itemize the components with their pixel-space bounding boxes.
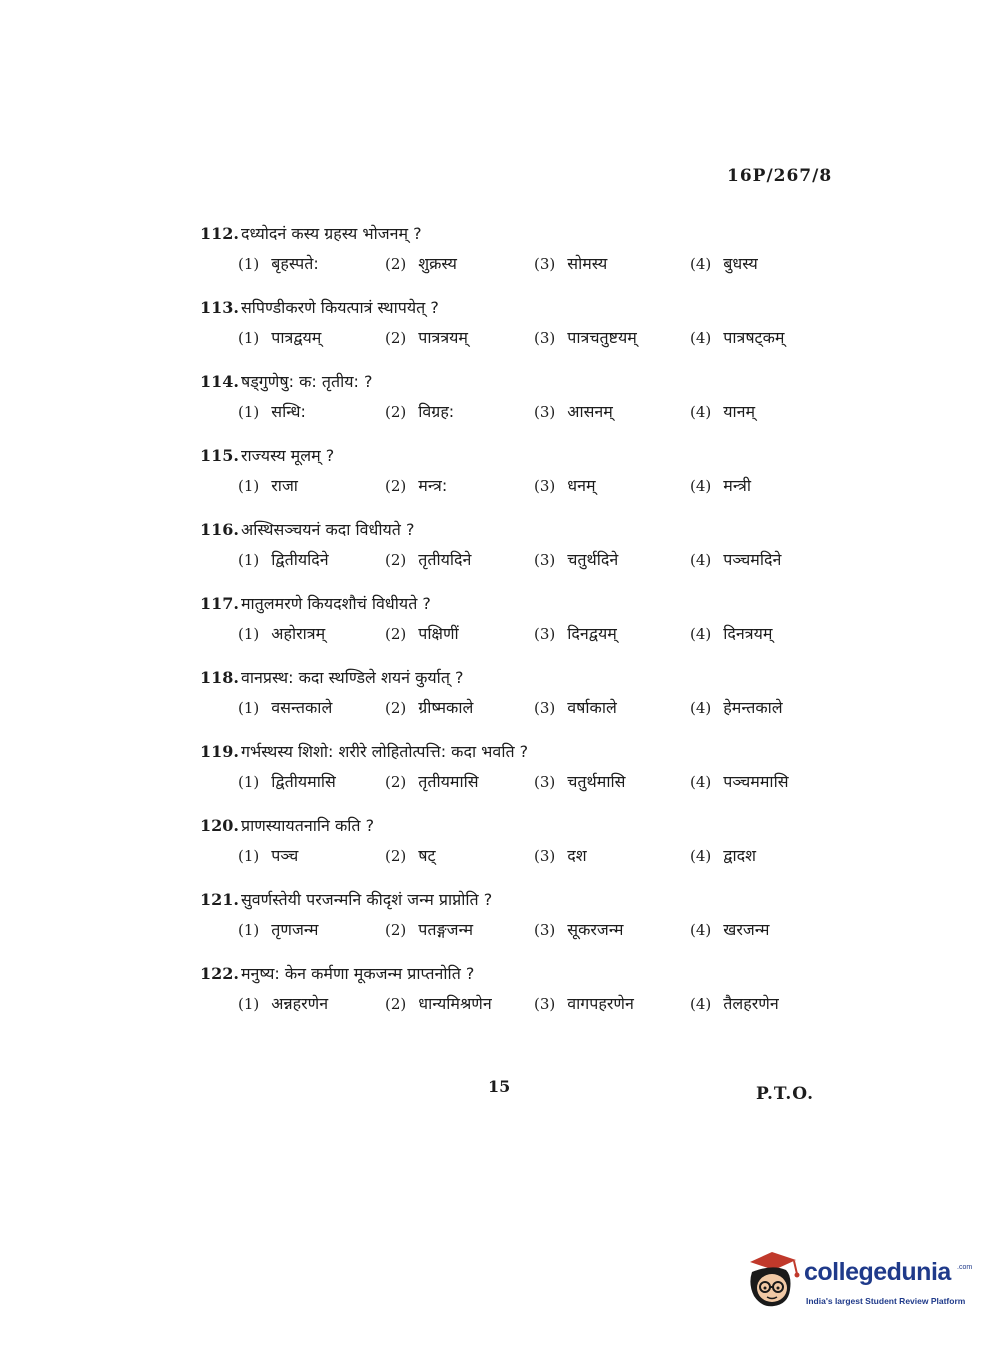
- option-number: (1): [238, 995, 260, 1013]
- option-1: [238, 326, 321, 348]
- option-text: अहोरात्रम्: [271, 624, 326, 643]
- option-number: (1): [238, 773, 260, 791]
- option-number: (3): [534, 403, 556, 421]
- option-text: वर्षाकाले: [567, 698, 617, 717]
- option-text: सोमस्य: [567, 254, 608, 273]
- option-text: शुक्रस्य: [418, 254, 457, 273]
- option-number: (1): [238, 847, 260, 865]
- option-number: (3): [534, 329, 556, 347]
- option-row: [238, 622, 838, 648]
- option-text: द्वादश: [723, 846, 756, 865]
- question-text: गर्भस्थस्य शिशो: शरीरे लोहितोत्पत्ति: कदा भवति ?: [240, 742, 529, 761]
- option-2: [385, 474, 447, 496]
- option-1: [238, 474, 298, 496]
- option-text: पात्रषट्कम्: [723, 328, 785, 347]
- option-1: [238, 548, 329, 570]
- option-text: पञ्चममासि: [723, 772, 789, 791]
- option-4: [690, 918, 769, 940]
- option-text: खरजन्म: [723, 920, 770, 939]
- option-text: तृतीयदिने: [418, 550, 472, 569]
- option-number: (4): [690, 699, 712, 717]
- option-number: (4): [690, 403, 712, 421]
- option-4: [690, 326, 784, 348]
- question-number: 120.: [200, 816, 239, 835]
- option-text: वागपहरणेन: [567, 994, 634, 1013]
- option-number: (3): [534, 921, 556, 939]
- option-number: (3): [534, 255, 556, 273]
- pto-label: P.T.O.: [756, 1084, 814, 1104]
- option-text: पात्रचतुष्टयम्: [567, 328, 637, 347]
- question-number: 122.: [200, 964, 239, 983]
- option-3: [534, 918, 623, 940]
- option-row: [238, 844, 838, 870]
- question-text: मातुलमरणे कियदशौचं विधीयते ?: [240, 594, 431, 613]
- option-4: [690, 474, 751, 496]
- question-116: [190, 518, 830, 592]
- option-number: (3): [534, 477, 556, 495]
- option-1: [238, 770, 336, 792]
- option-number: (1): [238, 921, 260, 939]
- question-text: मनुष्य: केन कर्मणा मूकजन्म प्राप्तनोति ?: [240, 964, 475, 983]
- option-text: सन्धि:: [271, 402, 306, 421]
- question-stem: [200, 592, 431, 614]
- question-number: 112.: [200, 224, 239, 243]
- question-120: [190, 814, 830, 888]
- question-stem: [200, 222, 422, 244]
- option-number: (2): [385, 699, 407, 717]
- question-list: [190, 222, 830, 1036]
- question-number: 113.: [200, 298, 239, 317]
- question-stem: [200, 370, 372, 392]
- option-text: दिनद्वयम्: [567, 624, 617, 643]
- question-number: 118.: [200, 668, 239, 687]
- option-text: हेमन्तकाले: [723, 698, 783, 717]
- option-number: (4): [690, 477, 712, 495]
- option-text: चतुर्थदिने: [567, 550, 619, 569]
- option-text: द्वितीयमासि: [271, 772, 336, 791]
- option-number: (2): [385, 773, 407, 791]
- option-row: [238, 696, 838, 722]
- question-stem: [200, 296, 439, 318]
- option-text: द्वितीयदिने: [271, 550, 329, 569]
- paper-code: 16P/267/8: [727, 166, 833, 186]
- question-115: [190, 444, 830, 518]
- option-number: (2): [385, 921, 407, 939]
- option-text: आसनम्: [567, 402, 613, 421]
- option-number: (1): [238, 329, 260, 347]
- question-stem: [200, 444, 334, 466]
- option-2: [385, 622, 459, 644]
- option-4: [690, 622, 772, 644]
- option-number: (3): [534, 847, 556, 865]
- option-4: [690, 844, 756, 866]
- option-text: षट्: [418, 846, 436, 865]
- question-text: दध्योदनं कस्य ग्रहस्य भोजनम् ?: [240, 224, 422, 243]
- option-text: बृहस्पते:: [271, 254, 319, 273]
- option-number: (3): [534, 995, 556, 1013]
- question-number: 121.: [200, 890, 239, 909]
- option-text: सूकरजन्म: [567, 920, 624, 939]
- option-row: [238, 548, 838, 574]
- option-text: मन्त्र:: [418, 476, 448, 495]
- question-stem: [200, 740, 528, 762]
- option-2: [385, 770, 479, 792]
- option-3: [534, 770, 625, 792]
- option-row: [238, 918, 838, 944]
- option-text: राजा: [271, 476, 298, 495]
- option-number: (1): [238, 477, 260, 495]
- option-number: (1): [238, 551, 260, 569]
- option-number: (4): [690, 921, 712, 939]
- option-number: (4): [690, 847, 712, 865]
- option-4: [690, 400, 755, 422]
- option-3: [534, 474, 596, 496]
- option-3: [534, 548, 618, 570]
- question-number: 115.: [200, 446, 239, 465]
- option-number: (1): [238, 255, 260, 273]
- question-122: [190, 962, 830, 1036]
- option-text: यानम्: [723, 402, 756, 421]
- question-stem: [200, 518, 415, 540]
- option-4: [690, 992, 779, 1014]
- option-row: [238, 252, 838, 278]
- option-text: मन्त्री: [723, 476, 751, 495]
- option-4: [690, 548, 781, 570]
- option-number: (2): [385, 403, 407, 421]
- option-number: (4): [690, 773, 712, 791]
- option-number: (1): [238, 403, 260, 421]
- question-112: [190, 222, 830, 296]
- option-text: अन्नहरणेन: [271, 994, 329, 1013]
- question-text: षड्गुणेषु: क: तृतीय: ?: [240, 372, 373, 391]
- option-number: (2): [385, 477, 407, 495]
- option-2: [385, 400, 454, 422]
- question-number: 119.: [200, 742, 239, 761]
- option-2: [385, 696, 473, 718]
- question-text: सुवर्णस्तेयी परजन्मनि कीदृशं जन्म प्राप्नोति ?: [240, 890, 493, 909]
- option-3: [534, 326, 637, 348]
- page-number: 15: [488, 1077, 511, 1096]
- question-114: [190, 370, 830, 444]
- option-number: (3): [534, 773, 556, 791]
- question-number: 116.: [200, 520, 239, 539]
- question-text: प्राणस्यायतनानि कति ?: [240, 816, 375, 835]
- option-3: [534, 844, 587, 866]
- option-text: पक्षिणीं: [418, 624, 459, 643]
- question-119: [190, 740, 830, 814]
- option-4: [690, 770, 789, 792]
- option-number: (3): [534, 551, 556, 569]
- question-stem: [200, 888, 492, 910]
- option-number: (3): [534, 625, 556, 643]
- option-number: (4): [690, 995, 712, 1013]
- option-text: पतङ्गजन्म: [418, 920, 474, 939]
- brand-name: collegedunia: [804, 1258, 951, 1286]
- option-number: (2): [385, 995, 407, 1013]
- option-text: तृतीयमासि: [418, 772, 479, 791]
- question-113: [190, 296, 830, 370]
- option-number: (3): [534, 699, 556, 717]
- option-number: (4): [690, 255, 712, 273]
- brand-tagline: India's largest Student Review Platform: [806, 1296, 966, 1306]
- option-number: (1): [238, 625, 260, 643]
- question-text: अस्थिसञ्चयनं कदा विधीयते ?: [240, 520, 415, 539]
- option-text: बुधस्य: [723, 254, 758, 273]
- option-number: (4): [690, 329, 712, 347]
- option-text: विग्रह:: [418, 402, 455, 421]
- option-text: पात्रत्रयम्: [418, 328, 468, 347]
- question-text: वानप्रस्थ: कदा स्थण्डिले शयनं कुर्यात् ?: [240, 668, 464, 687]
- option-2: [385, 326, 468, 348]
- option-number: (4): [690, 625, 712, 643]
- option-1: [238, 696, 332, 718]
- question-stem: [200, 666, 464, 688]
- option-3: [534, 992, 634, 1014]
- option-1: [238, 844, 298, 866]
- option-number: (1): [238, 699, 260, 717]
- question-118: [190, 666, 830, 740]
- question-stem: [200, 962, 474, 984]
- mascot-icon: [742, 1248, 802, 1312]
- option-text: ग्रीष्मकाले: [418, 698, 474, 717]
- option-3: [534, 400, 613, 422]
- option-text: दश: [567, 846, 587, 865]
- brand-domain: .com: [957, 1264, 973, 1271]
- option-2: [385, 918, 473, 940]
- option-text: पञ्च: [271, 846, 299, 865]
- option-row: [238, 400, 838, 426]
- option-row: [238, 992, 838, 1018]
- option-row: [238, 474, 838, 500]
- option-3: [534, 252, 607, 274]
- option-1: [238, 918, 318, 940]
- option-text: तृणजन्म: [271, 920, 319, 939]
- option-2: [385, 992, 492, 1014]
- question-text: सपिण्डीकरणे कियत्पात्रं स्थापयेत् ?: [240, 298, 439, 317]
- question-text: राज्यस्य मूलम् ?: [240, 446, 335, 465]
- question-number: 117.: [200, 594, 239, 613]
- option-number: (2): [385, 625, 407, 643]
- option-text: वसन्तकाले: [271, 698, 333, 717]
- option-number: (2): [385, 255, 407, 273]
- option-4: [690, 696, 783, 718]
- option-number: (2): [385, 329, 407, 347]
- option-text: तैलहरणेन: [723, 994, 779, 1013]
- option-number: (2): [385, 847, 407, 865]
- option-row: [238, 326, 838, 352]
- option-2: [385, 252, 457, 274]
- option-text: दिनत्रयम्: [723, 624, 773, 643]
- option-text: पात्रद्वयम्: [271, 328, 322, 347]
- option-4: [690, 252, 758, 274]
- option-3: [534, 696, 617, 718]
- option-1: [238, 400, 306, 422]
- question-stem: [200, 814, 374, 836]
- option-row: [238, 770, 838, 796]
- option-number: (4): [690, 551, 712, 569]
- option-1: [238, 622, 325, 644]
- option-text: धान्यमिश्रणेन: [418, 994, 492, 1013]
- option-number: (2): [385, 551, 407, 569]
- option-text: पञ्चमदिने: [723, 550, 782, 569]
- option-text: चतुर्थमासि: [567, 772, 626, 791]
- option-text: धनम्: [567, 476, 596, 495]
- collegedunia-watermark: [742, 1248, 972, 1318]
- question-121: [190, 888, 830, 962]
- option-3: [534, 622, 617, 644]
- option-2: [385, 844, 436, 866]
- option-1: [238, 252, 319, 274]
- option-1: [238, 992, 328, 1014]
- question-number: 114.: [200, 372, 239, 391]
- question-117: [190, 592, 830, 666]
- option-2: [385, 548, 471, 570]
